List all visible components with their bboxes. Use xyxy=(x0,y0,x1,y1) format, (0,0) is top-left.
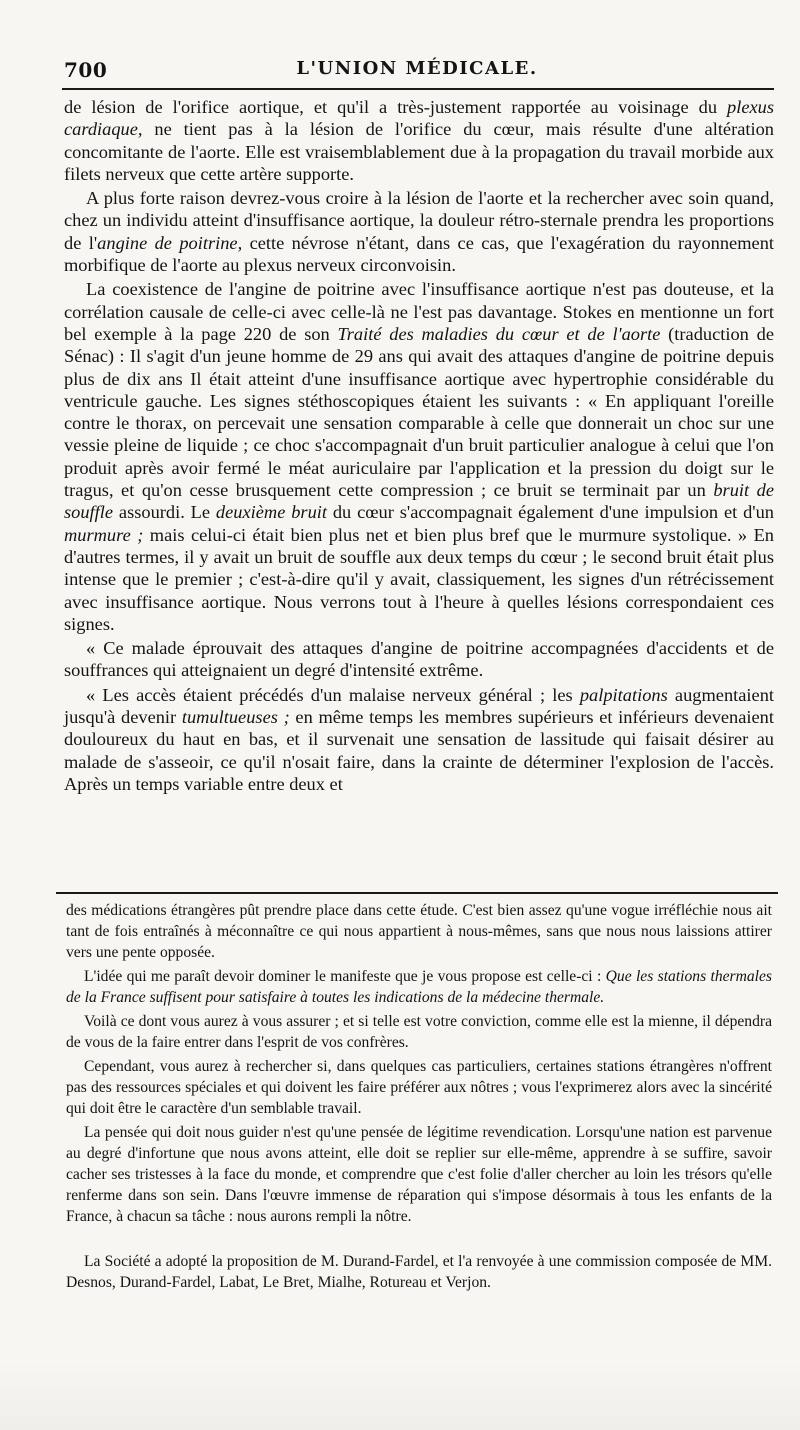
page-header xyxy=(62,52,772,86)
page-bleed-through xyxy=(0,1360,800,1430)
running-title: L'UNION MÉDICALE. xyxy=(296,58,538,79)
paragraph-3: La coexistence de l'angine de poitrine avec l'insuffisance aortique n'est pas douteuse, et la corrélation causale de celle-ci avec celle-là ne l'est pas davantage. Stokes en mentionne un fort bel exemple à la page 220 de son Traité des maladies du cœur et de l'aorte (traduction de Sénac) : Il s'agit d'un jeune homme de 29 ans qui avait des attaques d'angine de poitrine depuis plus de dix ans Il était atteint d'une insuffisance aortique avec hypertrophie considérable du ventricule gauche. Les signes stéthoscopiques étaient les suivants : « En appliquant l'oreille contre le thorax, on percevait une sensation comparable à celle que donnerait un choc sur une vessie pleine de liquide ; ce choc s'accompagnait d'un bruit particulier analogue à celui que l'on produit après avoir fermé le méat auriculaire par l'application et la pression du doigt sur le tragus, et qu'on cesse brusquement cette compression ; ce bruit se terminait par un bruit de souffle assourdi. Le deuxième bruit du cœur s'accompagnait également d'une impulsion et d'un murmure ; mais celui-ci était bien plus net et bien plus bref que le murmure systolique. » En d'autres termes, il y avait un bruit de souffle aux deux temps du cœur ; le second bruit était plus intense que le premier ; c'est-à-dire qu'il y avait, classiquement, les signes d'un rétrécissement avec insuffisance aortique. Nous verrons tout à l'heure à quelles lésions correspondaient ces signes. xyxy=(64,279,775,634)
article-body xyxy=(64,96,774,797)
paragraph-4: « Ce malade éprouvait des attaques d'angine de poitrine accompagnées d'accidents et de souffrances qui atteignaient un degré d'intensité extrême. xyxy=(64,638,774,681)
report-paragraph-3: Voilà ce dont vous aurez à vous assurer ; et si telle est votre conviction, comme elle est la mienne, il dépendra de vous de la faire entrer dans l'esprit de vos confrères. xyxy=(66,1013,772,1051)
society-report xyxy=(66,900,772,1296)
report-paragraph-4: Cependant, vous aurez à rechercher si, dans quelques cas particuliers, certaines stations étrangères n'offrent pas des ressources spéciales et qui doivent les faire préférer aux nôtres ; vous l'exprimerez alors avec la sincérité qui doit être le caractère d'un semblable travail. xyxy=(66,1058,772,1117)
paragraph-2: A plus forte raison devrez-vous croire à la lésion de l'aorte et la rechercher avec soin quand, chez un individu atteint d'insuffisance aortique, la douleur rétro-sternale prendra les proportions de l'angine de poitrine, cette névrose n'étant, dans ce cas, que l'exagération du rayonnement morbifique de l'aorte au plexus nerveux circonvoisin. xyxy=(64,188,774,276)
section-divider xyxy=(56,892,778,894)
report-paragraph-2: L'idée qui me paraît devoir dominer le manifeste que je vous propose est celle-ci : Que les stations thermales de la France suffisent pour satisfaire à toutes les indications de la médecine thermale. xyxy=(66,968,772,1006)
header-rule xyxy=(62,88,774,90)
paragraph-1: de lésion de l'orifice aortique, et qu'il a très-justement rapportée au voisinage du plexus cardiaque, ne tient pas à la lésion de l'orifice du cœur, mais résulte d'une altération concomitante de l'aorte. Elle est vraisemblablement due à la propagation du travail morbide aux filets nerveux que cette artère supporte. xyxy=(64,97,774,184)
report-paragraph-5: La pensée qui doit nous guider n'est qu'une pensée de légitime revendication. Lorsqu'une nation est parvenue au degré d'infortune que nous avons atteint, elle doit se replier sur elle-même, apprendre à se suffire, savoir cacher ses tristesses à la face du monde, et comprendre que c'est folie d'aller chercher au loin les trésors qu'elle renferme dans son sein. Dans l'œuvre immense de réparation qui s'impose désormais à tous les enfants de la France, à chacun sa tâche : nous aurons rempli la nôtre. xyxy=(66,1124,772,1225)
page-number: 700 xyxy=(64,58,108,82)
paragraph-5: « Les accès étaient précédés d'un malaise nerveux général ; les palpitations augmentaient jusqu'à devenir tumultueuses ; en même temps les membres supérieurs et inférieurs devenaient douloureux du haut en bas, et il survenait une sensation de lassitude qui faisait désirer au malade de s'asseoir, ce qu'il n'osait faire, dans la crainte de déterminer l'explosion de l'accès. Après un temps variable entre deux et xyxy=(64,684,774,794)
report-conclusion: La Société a adopté la proposition de M. Durand-Fardel, et l'a renvoyée à une commission composée de MM. Desnos, Durand-Fardel, Labat, Le Bret, Mialhe, Rotureau et Verjon. xyxy=(66,1253,772,1291)
report-paragraph-1: des médications étrangères pût prendre place dans cette étude. C'est bien assez qu'une vogue irréfléchie nous ait tant de fois entraînés à méconnaître ce qui nous appartient à nous-mêmes, sans que nous nous laissions attirer vers une pente opposée. xyxy=(66,902,772,961)
